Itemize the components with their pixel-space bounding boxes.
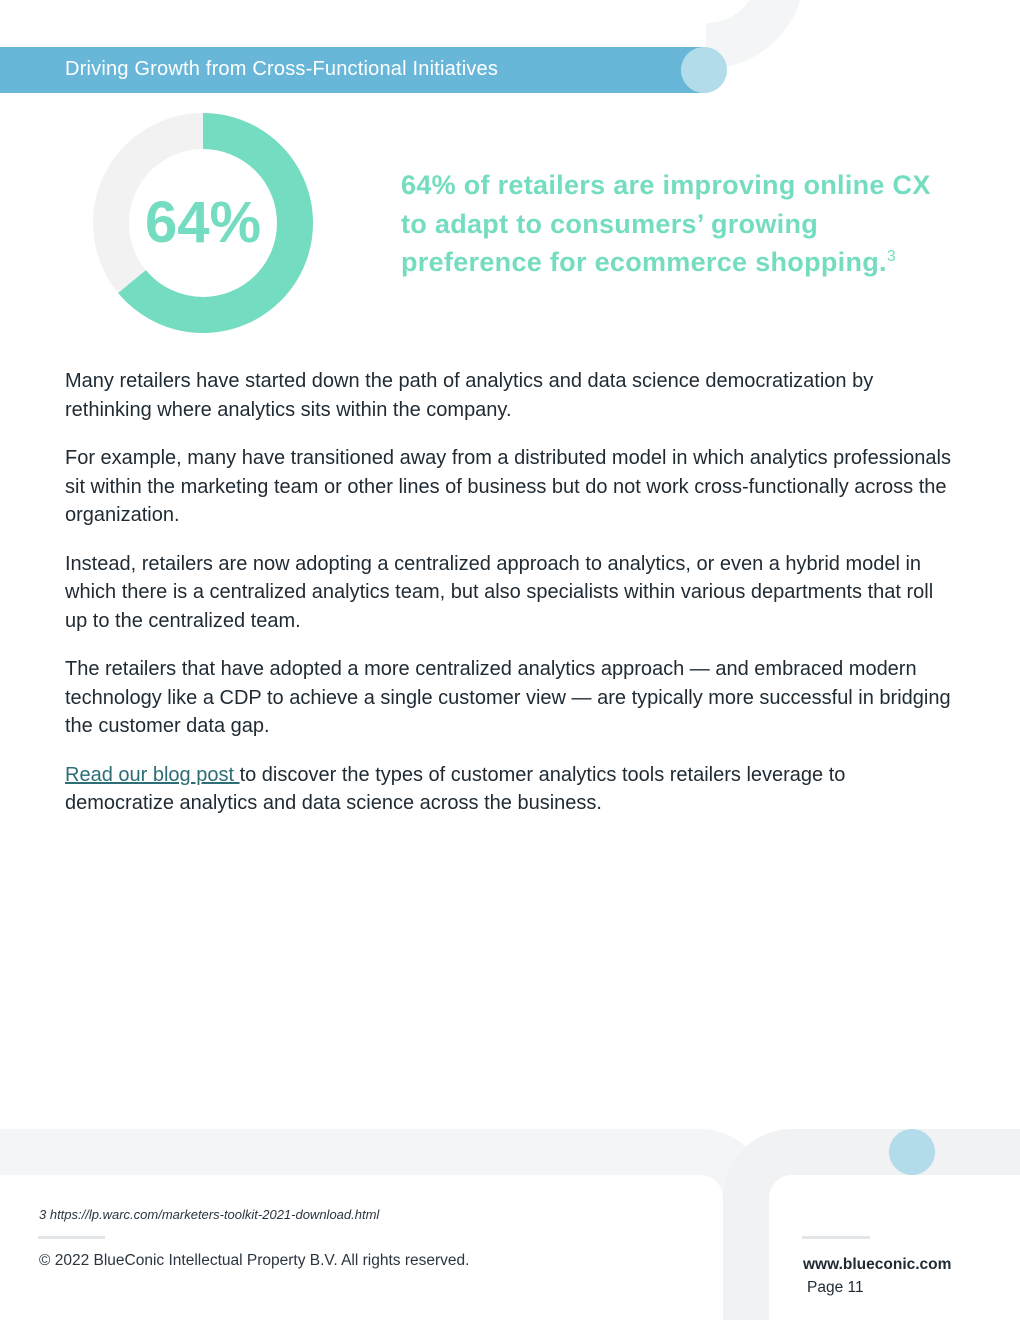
footnote-divider — [38, 1236, 105, 1239]
paragraph: Instead, retailers are now adopting a centralized approach to analytics, or even a hybrid model in which there is a centralized analytics team, but also specialists within various departments that roll up to the centralized team. — [65, 552, 934, 632]
footer-band-curve-right — [746, 1152, 1020, 1320]
footer-dot — [889, 1129, 935, 1175]
donut-percent-label: 64% — [144, 190, 262, 255]
site-divider — [802, 1236, 870, 1239]
percent-donut — [92, 112, 314, 334]
header-dot — [681, 47, 727, 93]
link-suffix-text: to discover the types of customer analytics tools retailers leverage to democratize analytics and data science across the business. — [65, 763, 846, 814]
paragraph: For example, many have transitioned away from a distributed model in which analytics professionals sit within the marketing team or other lines of business but do not work cross-functionally across the organization. — [65, 447, 951, 526]
paragraph: The retailers that have adopted a more centralized analytics approach — and embraced modern technology like a CDP to achieve a single customer view — are typically more successful in bridging the customer data gap. — [65, 658, 951, 737]
section-title: Driving Growth from Cross-Functional Initiatives — [65, 58, 499, 80]
website-link[interactable]: www.blueconic.com — [803, 1256, 952, 1273]
blog-post-link[interactable]: Read our blog post — [65, 763, 240, 786]
copyright: © 2022 BlueConic Intellectual Property B.V. All rights reserved. — [39, 1252, 470, 1269]
stat-headline — [401, 166, 941, 282]
paragraph-with-link — [65, 761, 955, 818]
stat-headline-text: 64% of retailers are improving online CX to adapt to consumers’ growing preference for ecommerce shopping. — [401, 170, 931, 277]
page-number: Page 11 — [807, 1279, 864, 1296]
footnote: 3 https://lp.warc.com/marketers-toolkit-2021-download.html — [39, 1207, 380, 1222]
stat-footnote-ref: 3 — [886, 248, 897, 265]
footer-band-left — [0, 1129, 700, 1175]
paragraph: Many retailers have started down the path of analytics and data science democratization by rethinking where analytics sits within the company. — [65, 370, 874, 421]
body-copy — [65, 367, 955, 838]
